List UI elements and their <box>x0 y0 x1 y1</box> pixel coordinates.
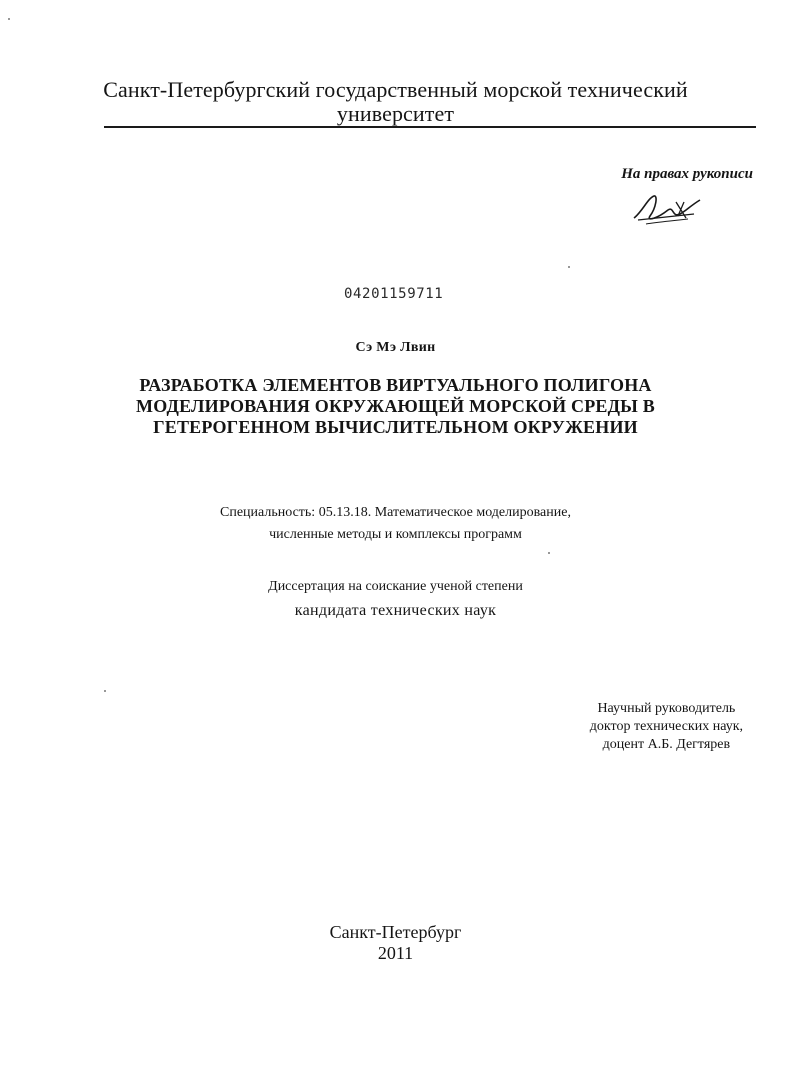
scientific-supervisor <box>590 700 743 754</box>
year: 2011 <box>377 943 414 963</box>
title-line-2: МОДЕЛИРОВАНИЯ ОКРУЖАЮЩЕЙ МОРСКОЙ СРЕДЫ В <box>136 396 655 416</box>
title-line-3: ГЕТЕРОГЕННОМ ВЫЧИСЛИТЕЛЬНОМ ОКРУЖЕНИИ <box>153 417 638 437</box>
scan-speck <box>548 552 550 554</box>
document-number: 04201159711 <box>344 286 444 302</box>
specialty <box>0 502 791 546</box>
supervisor-line-2: доктор технических наук, <box>589 719 743 734</box>
specialty-line-1: Специальность: 05.13.18. Математическое моделирование, <box>220 505 571 520</box>
supervisor-line-3: доцент А.Б. Дегтярев <box>602 737 731 752</box>
supervisor-line-1: Научный руководитель <box>597 701 736 716</box>
author-name: Сэ Мэ Лвин <box>355 340 436 355</box>
specialty-line-2: численные методы и комплексы программ <box>269 527 522 542</box>
dissertation-line-1: Диссертация на соискание ученой степени <box>268 579 523 594</box>
scan-speck <box>104 690 106 692</box>
dissertation-line-2: кандидата технических наук <box>294 602 497 619</box>
header-divider <box>104 126 756 128</box>
city: Санкт-Петербург <box>329 922 462 942</box>
university-line-2: университет <box>336 101 455 126</box>
city-year <box>0 922 791 964</box>
scan-speck <box>8 18 10 20</box>
scan-speck <box>568 266 570 268</box>
rights-note: На правах рукописи <box>621 166 753 182</box>
university-line-1: Санкт-Петербургский государственный морской технический <box>103 77 688 102</box>
university-name <box>0 78 791 126</box>
title-line-1: РАЗРАБОТКА ЭЛЕМЕНТОВ ВИРТУАЛЬНОГО ПОЛИГОНА <box>139 375 652 395</box>
thesis-title <box>0 375 791 438</box>
dissertation-degree <box>0 575 791 623</box>
signature-icon <box>628 188 708 230</box>
